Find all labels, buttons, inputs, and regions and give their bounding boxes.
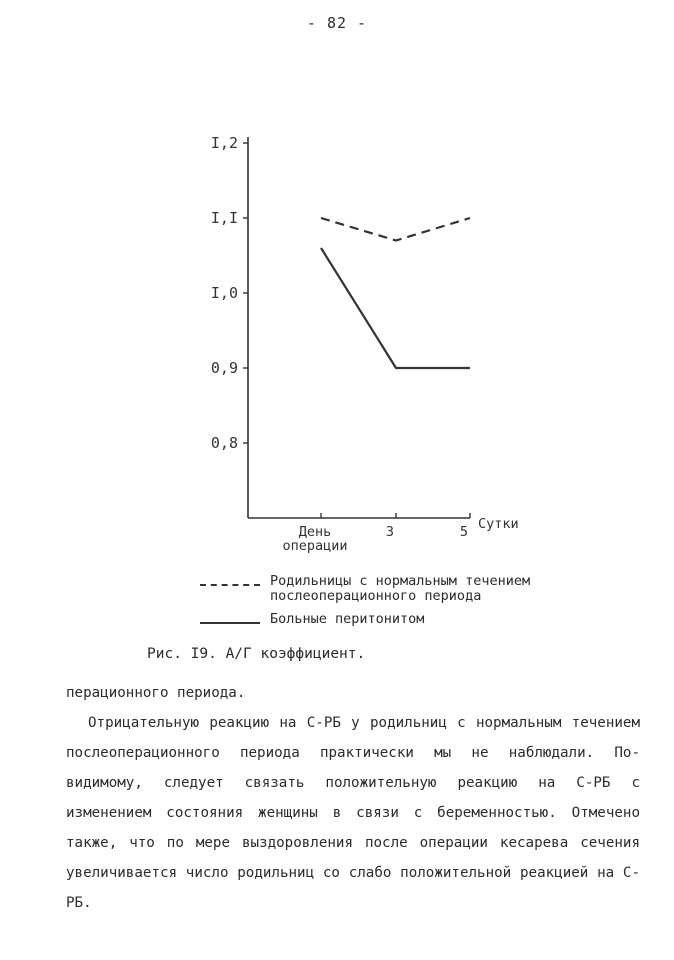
chart-axes xyxy=(248,137,470,518)
series-line-1 xyxy=(321,218,470,241)
legend-swatch-solid xyxy=(200,622,260,624)
series-line-2 xyxy=(321,248,470,368)
legend-label: Больные перитонитом xyxy=(270,611,425,627)
y-tick-label: 0,9 xyxy=(210,359,238,377)
y-tick-label: 0,8 xyxy=(210,434,238,452)
chart-series xyxy=(321,218,470,368)
y-tick-label: I,0 xyxy=(210,284,238,302)
x-axis-label: Сутки xyxy=(478,516,519,532)
figure-caption: Рис. I9. А/Г коэффициент. xyxy=(147,646,366,662)
y-tick-label: I,2 xyxy=(210,134,238,152)
paragraph: перационного периода. xyxy=(66,685,246,701)
paragraph: Отрицательную реакцию на С-РБ у родильниц с нормальным течением послеоперационного периода практически мы не наблюдали. По-видимому, следует связать положительную реакцию на С-РБ с изменением состояния женщины в связи с беременностью. Отмечено также, что по мере выздоровления после операции кесарева сечения увеличивается число родильниц со слабо положительной реакцией на С-РБ. xyxy=(66,715,640,911)
page-number: - 82 - xyxy=(306,14,368,32)
legend-label: послеоперационного периода xyxy=(270,588,482,604)
x-tick-label: 5 xyxy=(459,524,469,540)
y-ticks xyxy=(211,134,248,452)
x-ticks xyxy=(282,513,518,554)
legend-swatch-dashed xyxy=(200,584,260,586)
legend-label: Родильницы с нормальным течением xyxy=(270,573,531,589)
x-tick-label: операции xyxy=(282,538,348,554)
body-text xyxy=(66,678,640,918)
y-tick-label: I,I xyxy=(210,209,238,227)
x-tick-label: 3 xyxy=(385,524,395,540)
x-tick-label: День xyxy=(298,524,332,540)
